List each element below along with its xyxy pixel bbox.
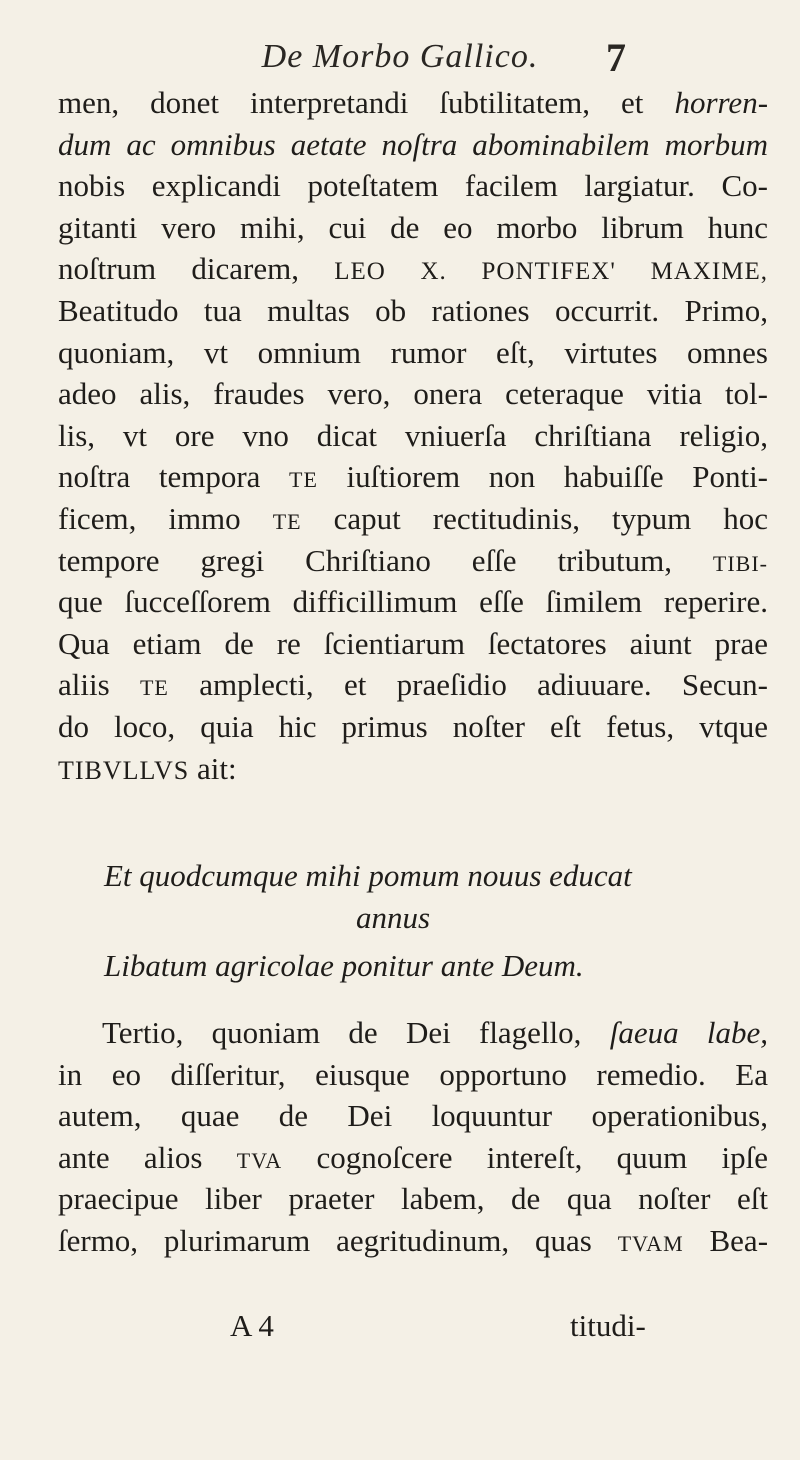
text-line	[58, 748, 768, 790]
catchword: titudi-	[570, 1308, 646, 1343]
small-caps-span: TE	[272, 508, 302, 534]
text-span: Bea-	[709, 1222, 768, 1258]
small-caps-span: TE	[139, 675, 169, 701]
text-line: que ſucceſſorem difficillimum eſſe ſimilem reperire.	[58, 584, 768, 620]
text-span: ante alios	[58, 1139, 203, 1175]
text-span: noſtrum dicarem,	[58, 251, 299, 287]
verse-line-1: Et quodcumque mihi pomum nouus educat	[104, 858, 632, 893]
small-caps-span: TIBVLLVS	[58, 755, 190, 785]
body-text-block-2	[58, 1012, 768, 1262]
text-line: adeo alis, fraudes vero, onera ceteraque vitia tol-	[58, 376, 768, 412]
text-span: ficem, immo	[58, 500, 241, 536]
verse-line-2: Libatum agricolae ponitur ante Deum.	[104, 948, 584, 983]
italic-span: ſaeua labe,	[609, 1015, 768, 1050]
text-span: amplecti, et praeſidio adiuuare. Secun-	[199, 667, 768, 703]
text-line: praecipue liber praeter labem, de qua noſter eſt	[58, 1181, 768, 1217]
text-line: Qua etiam de re ſcientiarum ſectatores aiunt prae	[58, 625, 768, 661]
text-line: nobis explicandi poteſtatem facilem largiatur. Co-	[58, 168, 768, 204]
text-span: aliis	[58, 667, 110, 703]
text-line: in eo diſſeritur, eiusque opportuno remedio. Ea	[58, 1056, 768, 1092]
page-header	[0, 18, 800, 78]
small-caps-span: TE	[289, 467, 318, 493]
text-line	[58, 540, 768, 582]
text-span: iuſtiorem non habuiſſe Ponti-	[346, 459, 768, 495]
text-line: do loco, quia hic primus noſter eſt fetus, vtque	[58, 708, 768, 744]
text-span: noſtra tempora	[58, 459, 261, 495]
page-number: 7	[606, 35, 626, 80]
small-caps-span: LEO X. PONTIFEX' MAXIME,	[334, 258, 768, 286]
page-footer	[0, 1308, 800, 1352]
text-span: ait:	[197, 750, 237, 786]
text-line	[58, 1220, 768, 1262]
text-line	[58, 248, 768, 290]
text-span: Tertio, quoniam de Dei flagello,	[102, 1015, 582, 1050]
text-line: gitanti vero mihi, cui de eo morbo librum hunc	[58, 209, 768, 245]
text-span: tempore gregi Chriſtiano eſſe tributum,	[58, 542, 672, 578]
text-line	[58, 498, 768, 540]
text-span: men, donet interpretandi ſubtilitatem, et	[58, 85, 644, 120]
body-text-block-1	[58, 82, 768, 789]
small-caps-span: TIBI-	[712, 550, 768, 576]
text-line	[58, 664, 768, 706]
small-caps-span: TVA	[236, 1147, 283, 1173]
text-line: Beatitudo tua multas ob rationes occurrit. Primo,	[58, 292, 768, 328]
signature-mark: A 4	[230, 1308, 274, 1343]
text-line: dum ac omnibus aetate noſtra abominabilem morbum	[58, 126, 768, 162]
text-span: ſermo, plurimarum aegritudinum, quas	[58, 1222, 592, 1258]
text-line	[58, 456, 768, 498]
text-line	[58, 82, 768, 124]
text-line: lis, vt ore vno dicat vniuerſa chriſtiana religio,	[58, 417, 768, 453]
text-span: cognoſcere intereſt, quum ipſe	[316, 1139, 768, 1175]
text-line	[58, 1012, 768, 1054]
verse-line-1-turnover: annus	[356, 900, 431, 935]
italic-span: horren-	[674, 85, 768, 120]
running-title: De Morbo Gallico.	[261, 38, 539, 75]
text-span: caput rectitudinis, typum hoc	[333, 500, 768, 536]
text-line	[58, 1137, 768, 1179]
small-caps-span: TVAM	[617, 1230, 684, 1256]
text-line: quoniam, vt omnium rumor eſt, virtutes omnes	[58, 334, 768, 370]
text-line: autem, quae de Dei loquuntur operationibus,	[58, 1098, 768, 1134]
